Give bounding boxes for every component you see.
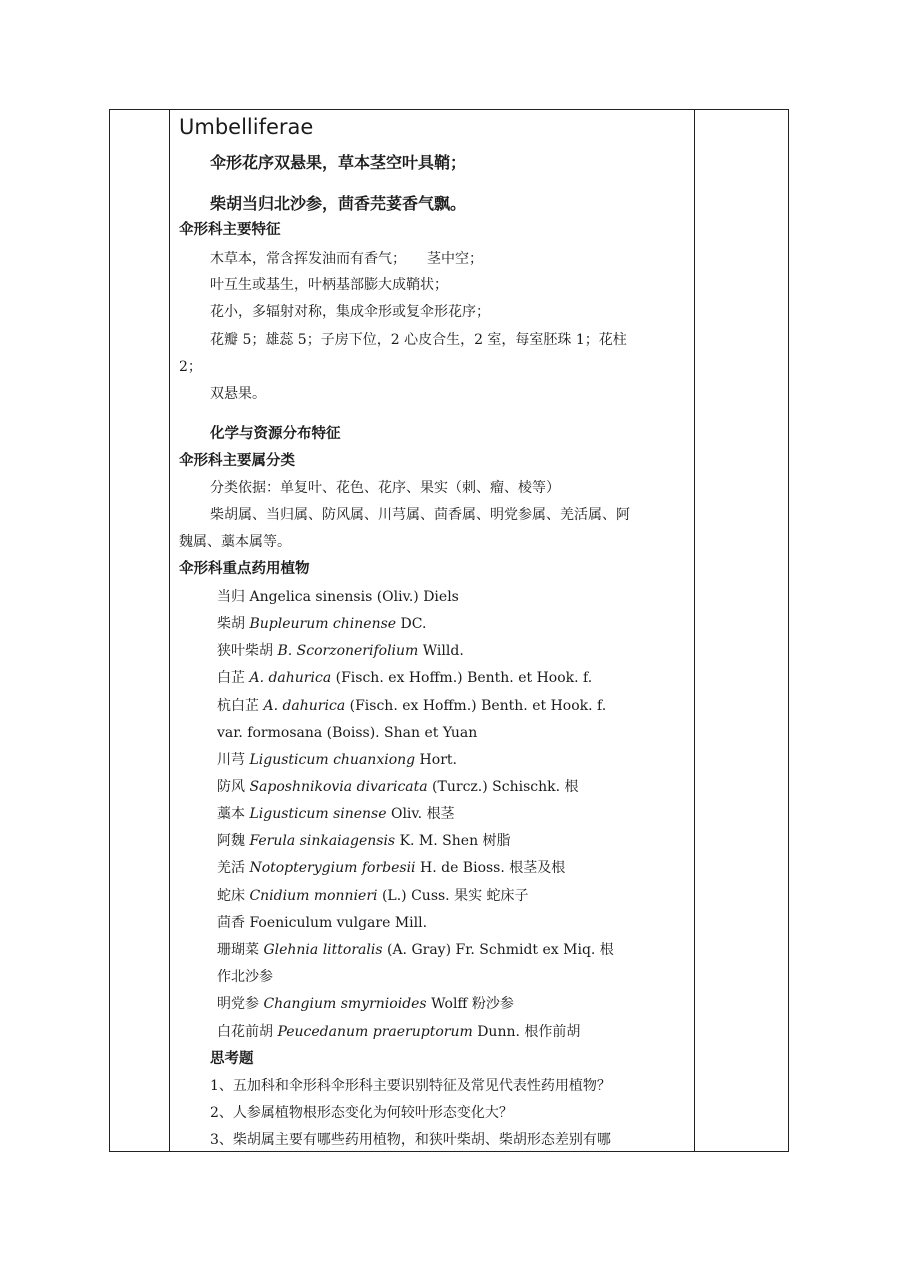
plant-item	[217, 668, 592, 688]
column-divider-right	[694, 110, 695, 1151]
plant-text: (Turcz.) Schischk. 根	[427, 779, 579, 795]
scientific-name: Bupleurum chinense	[249, 616, 397, 632]
plant-text: (Fisch. ex Hoffm.) Benth. et Hook. f.	[331, 670, 593, 686]
plant-text: (Fisch. ex Hoffm.) Benth. et Hook. f.	[345, 698, 607, 714]
question-item: 3、柴胡属主要有哪些药用植物，和狭叶柴胡、柴胡形态差别有哪	[210, 1132, 611, 1148]
plant-text: Dunn. 根作前胡	[472, 1024, 581, 1040]
plant-text: var. formosana (Boiss). Shan et Yuan	[217, 725, 478, 741]
scientific-name: B. Scorzonerifolium	[277, 643, 419, 659]
plant-item	[217, 614, 426, 634]
plant-text: 藁本	[217, 806, 250, 822]
scientific-name: Glehnia littoralis	[263, 942, 383, 958]
plant-text: 川芎	[217, 752, 250, 768]
plant-text: 羌活	[217, 860, 250, 876]
feature-line: 花瓣 5；雄蕊 5；子房下位，2 心皮合生，2 室，每室胚珠 1；花柱	[210, 332, 627, 348]
genera-line: 分类依据：单复叶、花色、花序、果实（刺、瘤、棱等）	[210, 480, 560, 496]
plant-text: 白芷	[217, 670, 250, 686]
plant-item	[217, 858, 565, 878]
plant-text: (L.) Cuss. 果实 蛇床子	[377, 888, 529, 904]
family-title: Umbelliferae	[179, 115, 314, 139]
mnemonic-verse-2: 柴胡当归北沙参，茴香芫荽香气飘。	[210, 194, 467, 213]
feature-line: 花小，多辐射对称，集成伞形或复伞形花序；	[210, 304, 490, 320]
scientific-name: A. dahurica	[263, 698, 346, 714]
plant-text: 珊瑚菜	[217, 942, 264, 958]
plants-heading: 伞形科重点药用植物	[179, 561, 310, 577]
feature-line: 木草本，常含挥发油而有香气； 茎中空；	[210, 251, 483, 267]
plant-item	[217, 804, 455, 824]
plant-item	[217, 913, 427, 933]
questions-heading: 思考题	[210, 1051, 254, 1067]
plant-text: Wolff 粉沙参	[426, 996, 514, 1012]
plant-item	[217, 940, 614, 960]
plant-item	[217, 587, 459, 607]
feature-line: 2；	[179, 359, 202, 375]
plant-text: Angelica sinensis (Oliv.) Diels	[249, 589, 459, 605]
plant-item	[217, 777, 579, 797]
plant-item	[217, 831, 511, 851]
mnemonic-verse-1: 伞形花序双悬果，草本茎空叶具鞘；	[210, 153, 467, 172]
plant-text: DC.	[396, 616, 427, 632]
plant-item	[217, 723, 477, 743]
content-cell	[170, 110, 694, 1151]
scientific-name: Saposhnikovia divaricata	[249, 779, 428, 795]
scientific-name: A. dahurica	[249, 670, 332, 686]
plant-text: Foeniculum vulgare Mill.	[249, 915, 428, 931]
chem-heading: 化学与资源分布特征	[210, 426, 341, 442]
plant-text: 防风	[217, 779, 250, 795]
scientific-name: Notopterygium forbesii	[249, 860, 416, 876]
plant-item	[217, 696, 606, 716]
plant-text: 白花前胡	[217, 1024, 278, 1040]
plant-text: H. de Bioss. 根茎及根	[415, 860, 566, 876]
genera-heading: 伞形科主要属分类	[179, 453, 295, 469]
genera-line: 柴胡属、当归属、防风属、川芎属、茴香属、明党参属、羌活属、阿	[210, 507, 630, 523]
plant-text: 蛇床	[217, 888, 250, 904]
plant-item	[217, 967, 273, 987]
plant-item	[217, 641, 464, 661]
plant-text: 当归	[217, 589, 250, 605]
features-heading: 伞形科主要特征	[179, 222, 281, 238]
plant-text: 狭叶柴胡	[217, 643, 278, 659]
plant-text: 杭白芷	[217, 698, 264, 714]
plant-text: 柴胡	[217, 616, 250, 632]
plant-text: 茴香	[217, 915, 250, 931]
plant-text: Willd.	[418, 643, 464, 659]
scientific-name: Ligusticum chuanxiong	[249, 752, 416, 768]
feature-line: 叶互生或基生，叶柄基部膨大成鞘状；	[210, 277, 448, 293]
feature-line: 双悬果。	[210, 386, 266, 402]
genera-line: 魏属、藁本属等。	[179, 534, 291, 550]
scientific-name: Changium smyrnioides	[263, 996, 427, 1012]
scientific-name: Cnidium monnieri	[249, 888, 378, 904]
plant-item	[217, 994, 514, 1014]
question-item: 2、人参属植物根形态变化为何较叶形态变化大？	[210, 1105, 513, 1121]
lesson-table	[109, 109, 789, 1152]
plant-item	[217, 886, 529, 906]
scientific-name: Peucedanum praeruptorum	[277, 1024, 473, 1040]
scientific-name: Ferula sinkaiagensis	[249, 833, 396, 849]
plant-text: Hort.	[415, 752, 457, 768]
plant-text: 作北沙参	[217, 969, 273, 985]
plant-text: K. M. Shen 树脂	[395, 833, 511, 849]
plant-text: 阿魏	[217, 833, 250, 849]
plant-item	[217, 1022, 580, 1042]
plant-text: (A. Gray) Fr. Schmidt ex Miq. 根	[382, 942, 614, 958]
plant-text: 明党参	[217, 996, 264, 1012]
plant-text: Oliv. 根茎	[386, 806, 455, 822]
question-item: 1、五加科和伞形科伞形科主要识别特征及常见代表性药用植物？	[210, 1078, 611, 1094]
scientific-name: Ligusticum sinense	[249, 806, 387, 822]
plant-item	[217, 750, 457, 770]
